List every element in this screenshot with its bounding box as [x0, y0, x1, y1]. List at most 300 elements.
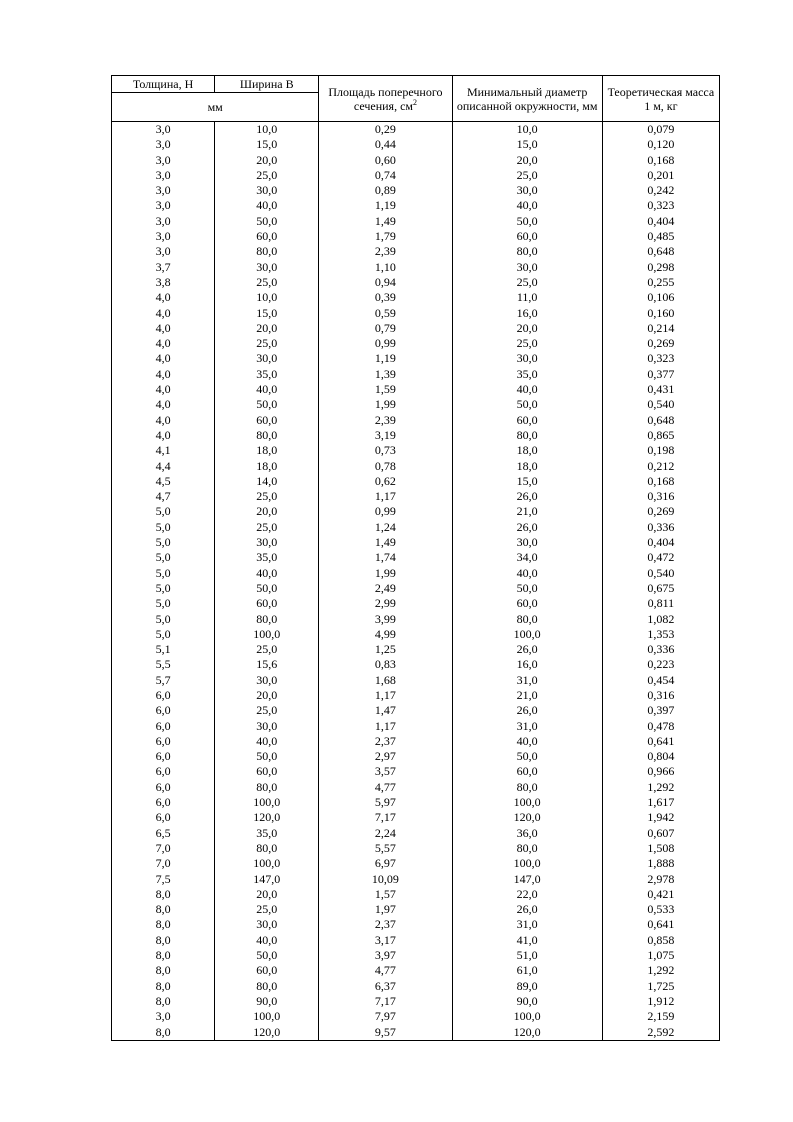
cell-thickness: 3,0 [112, 153, 215, 168]
table-row [112, 948, 720, 963]
table-row [112, 979, 720, 994]
cell-width: 35,0 [215, 367, 319, 382]
cell-thickness: 3,0 [112, 122, 215, 138]
cell-diameter: 40,0 [452, 734, 602, 749]
cell-diameter: 25,0 [452, 168, 602, 183]
cell-diameter: 40,0 [452, 566, 602, 581]
table-row [112, 535, 720, 550]
table-row [112, 443, 720, 458]
cell-diameter: 20,0 [452, 321, 602, 336]
cell-width: 50,0 [215, 214, 319, 229]
cell-area: 9,57 [319, 1025, 452, 1041]
header-unit-mm: мм [112, 93, 319, 122]
cell-mass: 0,641 [602, 917, 719, 932]
cell-thickness: 3,0 [112, 1009, 215, 1024]
cell-mass: 0,397 [602, 703, 719, 718]
cell-diameter: 31,0 [452, 719, 602, 734]
cell-mass: 0,316 [602, 489, 719, 504]
cell-width: 20,0 [215, 887, 319, 902]
table-row [112, 321, 720, 336]
cell-mass: 1,617 [602, 795, 719, 810]
cell-area: 7,17 [319, 994, 452, 1009]
cell-width: 60,0 [215, 596, 319, 611]
cell-diameter: 30,0 [452, 535, 602, 550]
table-row [112, 994, 720, 1009]
cell-width: 80,0 [215, 979, 319, 994]
cell-thickness: 4,4 [112, 459, 215, 474]
cell-diameter: 50,0 [452, 214, 602, 229]
cell-area: 0,83 [319, 657, 452, 672]
table-row [112, 627, 720, 642]
cell-diameter: 15,0 [452, 137, 602, 152]
cell-width: 40,0 [215, 382, 319, 397]
cell-diameter: 25,0 [452, 275, 602, 290]
cell-thickness: 4,0 [112, 351, 215, 366]
cell-mass: 0,641 [602, 734, 719, 749]
header-area-text: Площадь поперечного сечения, см [328, 84, 443, 113]
cell-diameter: 60,0 [452, 596, 602, 611]
cell-diameter: 50,0 [452, 749, 602, 764]
cell-thickness: 4,0 [112, 321, 215, 336]
table-row [112, 657, 720, 672]
cell-area: 5,97 [319, 795, 452, 810]
cell-area: 2,37 [319, 917, 452, 932]
cell-mass: 0,454 [602, 673, 719, 688]
cell-width: 60,0 [215, 413, 319, 428]
cell-thickness: 6,0 [112, 719, 215, 734]
cell-diameter: 30,0 [452, 351, 602, 366]
cell-mass: 0,377 [602, 367, 719, 382]
cell-width: 15,6 [215, 657, 319, 672]
cell-area: 2,37 [319, 734, 452, 749]
cell-width: 25,0 [215, 489, 319, 504]
cell-mass: 1,292 [602, 780, 719, 795]
cell-diameter: 60,0 [452, 764, 602, 779]
cell-thickness: 4,0 [112, 367, 215, 382]
cell-mass: 2,592 [602, 1025, 719, 1041]
table-row [112, 841, 720, 856]
cell-width: 25,0 [215, 642, 319, 657]
table-row [112, 214, 720, 229]
table-row [112, 306, 720, 321]
cell-width: 25,0 [215, 168, 319, 183]
cell-diameter: 40,0 [452, 198, 602, 213]
cell-width: 18,0 [215, 443, 319, 458]
cell-thickness: 3,0 [112, 168, 215, 183]
cell-width: 50,0 [215, 581, 319, 596]
cell-diameter: 21,0 [452, 688, 602, 703]
cell-area: 0,89 [319, 183, 452, 198]
cell-diameter: 80,0 [452, 244, 602, 259]
table-row [112, 887, 720, 902]
cell-mass: 0,540 [602, 397, 719, 412]
cell-thickness: 4,1 [112, 443, 215, 458]
cell-mass: 0,316 [602, 688, 719, 703]
cell-thickness: 5,0 [112, 581, 215, 596]
cell-area: 1,57 [319, 887, 452, 902]
cell-area: 3,57 [319, 764, 452, 779]
cell-width: 20,0 [215, 504, 319, 519]
cell-diameter: 16,0 [452, 657, 602, 672]
table-row [112, 764, 720, 779]
cell-thickness: 4,0 [112, 382, 215, 397]
header-thickness: Толщина, Н [112, 76, 215, 93]
cell-thickness: 3,0 [112, 198, 215, 213]
table-row [112, 244, 720, 259]
table-row [112, 459, 720, 474]
cell-area: 0,94 [319, 275, 452, 290]
cell-thickness: 6,0 [112, 734, 215, 749]
cell-thickness: 6,0 [112, 764, 215, 779]
cell-mass: 0,120 [602, 137, 719, 152]
table-row [112, 351, 720, 366]
cell-area: 7,97 [319, 1009, 452, 1024]
cell-thickness: 5,0 [112, 612, 215, 627]
cell-diameter: 16,0 [452, 306, 602, 321]
cell-area: 2,99 [319, 596, 452, 611]
cell-thickness: 6,0 [112, 688, 215, 703]
table-row [112, 198, 720, 213]
cell-mass: 0,269 [602, 504, 719, 519]
cell-mass: 0,804 [602, 749, 719, 764]
cell-width: 20,0 [215, 688, 319, 703]
cell-width: 15,0 [215, 137, 319, 152]
table-row [112, 734, 720, 749]
cell-mass: 0,336 [602, 520, 719, 535]
cell-diameter: 18,0 [452, 459, 602, 474]
cell-thickness: 4,0 [112, 336, 215, 351]
cell-thickness: 8,0 [112, 963, 215, 978]
cell-area: 1,17 [319, 719, 452, 734]
cell-area: 0,99 [319, 504, 452, 519]
cell-width: 20,0 [215, 321, 319, 336]
cell-area: 1,47 [319, 703, 452, 718]
cell-mass: 0,242 [602, 183, 719, 198]
cell-thickness: 4,5 [112, 474, 215, 489]
cell-width: 100,0 [215, 856, 319, 871]
cell-width: 30,0 [215, 260, 319, 275]
header-area-superscript: 2 [413, 97, 417, 107]
cell-mass: 0,472 [602, 550, 719, 565]
cell-area: 1,68 [319, 673, 452, 688]
cell-area: 6,97 [319, 856, 452, 871]
table-row [112, 520, 720, 535]
cell-area: 0,78 [319, 459, 452, 474]
cell-thickness: 5,0 [112, 550, 215, 565]
table-row [112, 719, 720, 734]
cell-diameter: 26,0 [452, 520, 602, 535]
cell-mass: 0,212 [602, 459, 719, 474]
cell-thickness: 4,0 [112, 306, 215, 321]
cell-mass: 0,675 [602, 581, 719, 596]
table-row [112, 688, 720, 703]
cell-diameter: 30,0 [452, 260, 602, 275]
cell-width: 80,0 [215, 841, 319, 856]
cell-thickness: 3,0 [112, 214, 215, 229]
cell-mass: 0,223 [602, 657, 719, 672]
cell-mass: 0,533 [602, 902, 719, 917]
cell-mass: 0,858 [602, 933, 719, 948]
cell-area: 7,17 [319, 810, 452, 825]
cell-mass: 0,607 [602, 826, 719, 841]
cell-thickness: 8,0 [112, 1025, 215, 1041]
table-row [112, 612, 720, 627]
table-row [112, 1025, 720, 1041]
table-row [112, 397, 720, 412]
cell-diameter: 26,0 [452, 642, 602, 657]
cell-diameter: 41,0 [452, 933, 602, 948]
table-row [112, 290, 720, 305]
cell-diameter: 22,0 [452, 887, 602, 902]
cell-diameter: 11,0 [452, 290, 602, 305]
table-row [112, 260, 720, 275]
cell-thickness: 7,0 [112, 841, 215, 856]
cell-mass: 0,079 [602, 122, 719, 138]
cell-thickness: 8,0 [112, 979, 215, 994]
cell-mass: 0,421 [602, 887, 719, 902]
cell-thickness: 4,0 [112, 428, 215, 443]
cell-width: 18,0 [215, 459, 319, 474]
cell-area: 6,37 [319, 979, 452, 994]
cell-thickness: 5,0 [112, 566, 215, 581]
cell-thickness: 3,0 [112, 229, 215, 244]
cell-area: 1,49 [319, 214, 452, 229]
table-row [112, 168, 720, 183]
cell-area: 0,59 [319, 306, 452, 321]
cell-diameter: 120,0 [452, 1025, 602, 1041]
cell-thickness: 6,5 [112, 826, 215, 841]
cell-width: 50,0 [215, 749, 319, 764]
cell-area: 1,17 [319, 688, 452, 703]
cell-thickness: 8,0 [112, 917, 215, 932]
cell-area: 1,99 [319, 566, 452, 581]
cell-thickness: 3,0 [112, 183, 215, 198]
cell-width: 14,0 [215, 474, 319, 489]
cell-area: 1,97 [319, 902, 452, 917]
cell-thickness: 5,1 [112, 642, 215, 657]
cell-width: 25,0 [215, 703, 319, 718]
cell-diameter: 30,0 [452, 183, 602, 198]
table-row [112, 336, 720, 351]
cell-mass: 0,540 [602, 566, 719, 581]
cell-mass: 0,201 [602, 168, 719, 183]
header-area [319, 76, 452, 122]
cell-width: 50,0 [215, 948, 319, 963]
cell-diameter: 100,0 [452, 795, 602, 810]
table-row [112, 413, 720, 428]
cell-area: 3,17 [319, 933, 452, 948]
cell-mass: 0,106 [602, 290, 719, 305]
cell-area: 3,19 [319, 428, 452, 443]
cell-thickness: 6,0 [112, 795, 215, 810]
header-mass: Теоретическая масса 1 м, кг [602, 76, 719, 122]
cell-area: 1,10 [319, 260, 452, 275]
cell-diameter: 40,0 [452, 382, 602, 397]
cell-area: 2,39 [319, 244, 452, 259]
cell-thickness: 7,0 [112, 856, 215, 871]
cell-width: 35,0 [215, 826, 319, 841]
cell-area: 0,73 [319, 443, 452, 458]
cell-area: 4,99 [319, 627, 452, 642]
cell-area: 2,24 [319, 826, 452, 841]
cell-mass: 0,214 [602, 321, 719, 336]
cell-area: 1,19 [319, 351, 452, 366]
cell-area: 1,25 [319, 642, 452, 657]
cell-area: 4,77 [319, 963, 452, 978]
cell-area: 0,99 [319, 336, 452, 351]
table-row [112, 642, 720, 657]
cell-mass: 0,966 [602, 764, 719, 779]
cell-mass: 0,168 [602, 153, 719, 168]
cell-mass: 1,725 [602, 979, 719, 994]
table-row [112, 872, 720, 887]
cell-width: 80,0 [215, 428, 319, 443]
cell-mass: 2,978 [602, 872, 719, 887]
cell-width: 10,0 [215, 122, 319, 138]
cell-thickness: 3,0 [112, 244, 215, 259]
cell-width: 90,0 [215, 994, 319, 1009]
table-row [112, 382, 720, 397]
cell-diameter: 26,0 [452, 703, 602, 718]
table-row [112, 673, 720, 688]
cell-width: 50,0 [215, 397, 319, 412]
cell-area: 0,79 [319, 321, 452, 336]
cell-diameter: 15,0 [452, 474, 602, 489]
cell-area: 0,74 [319, 168, 452, 183]
cell-diameter: 100,0 [452, 856, 602, 871]
table-row [112, 183, 720, 198]
cell-width: 30,0 [215, 183, 319, 198]
cell-mass: 1,353 [602, 627, 719, 642]
cell-thickness: 3,0 [112, 137, 215, 152]
cell-width: 100,0 [215, 627, 319, 642]
cell-thickness: 4,0 [112, 413, 215, 428]
cell-diameter: 120,0 [452, 810, 602, 825]
cell-width: 15,0 [215, 306, 319, 321]
cell-diameter: 80,0 [452, 780, 602, 795]
cell-diameter: 25,0 [452, 336, 602, 351]
cell-diameter: 51,0 [452, 948, 602, 963]
cell-area: 1,59 [319, 382, 452, 397]
cell-thickness: 5,7 [112, 673, 215, 688]
cell-diameter: 36,0 [452, 826, 602, 841]
cell-mass: 0,648 [602, 413, 719, 428]
cell-area: 1,19 [319, 198, 452, 213]
cell-mass: 0,323 [602, 198, 719, 213]
cell-area: 5,57 [319, 841, 452, 856]
cell-area: 1,17 [319, 489, 452, 504]
table-row [112, 122, 720, 138]
cell-thickness: 4,0 [112, 397, 215, 412]
cell-thickness: 8,0 [112, 887, 215, 902]
cell-area: 0,29 [319, 122, 452, 138]
table-header [112, 76, 720, 122]
cell-area: 0,44 [319, 137, 452, 152]
cell-mass: 0,298 [602, 260, 719, 275]
cell-thickness: 8,0 [112, 994, 215, 1009]
cell-area: 3,99 [319, 612, 452, 627]
table-row [112, 581, 720, 596]
cell-diameter: 100,0 [452, 1009, 602, 1024]
table-row [112, 137, 720, 152]
cell-mass: 1,888 [602, 856, 719, 871]
cell-mass: 0,168 [602, 474, 719, 489]
cell-mass: 0,865 [602, 428, 719, 443]
header-diameter: Минимальный диаметр описанной окружности, мм [452, 76, 602, 122]
cell-diameter: 90,0 [452, 994, 602, 1009]
cell-area: 0,39 [319, 290, 452, 305]
cell-width: 30,0 [215, 673, 319, 688]
cell-diameter: 10,0 [452, 122, 602, 138]
cell-diameter: 80,0 [452, 841, 602, 856]
cell-width: 40,0 [215, 198, 319, 213]
header-width: Ширина В [215, 76, 319, 93]
cell-diameter: 61,0 [452, 963, 602, 978]
cell-mass: 0,478 [602, 719, 719, 734]
cell-thickness: 6,0 [112, 703, 215, 718]
cell-area: 1,74 [319, 550, 452, 565]
cell-diameter: 26,0 [452, 902, 602, 917]
cell-thickness: 5,5 [112, 657, 215, 672]
cell-diameter: 35,0 [452, 367, 602, 382]
cell-thickness: 4,7 [112, 489, 215, 504]
cell-area: 1,24 [319, 520, 452, 535]
cell-width: 120,0 [215, 1025, 319, 1041]
cell-mass: 0,404 [602, 535, 719, 550]
cell-thickness: 5,0 [112, 627, 215, 642]
cell-thickness: 8,0 [112, 902, 215, 917]
cell-diameter: 34,0 [452, 550, 602, 565]
cell-diameter: 60,0 [452, 229, 602, 244]
table-row [112, 780, 720, 795]
table-row [112, 933, 720, 948]
cell-thickness: 7,5 [112, 872, 215, 887]
cell-mass: 0,323 [602, 351, 719, 366]
cell-diameter: 89,0 [452, 979, 602, 994]
cell-thickness: 3,8 [112, 275, 215, 290]
table-row [112, 856, 720, 871]
cell-width: 25,0 [215, 336, 319, 351]
table-row [112, 474, 720, 489]
cell-width: 25,0 [215, 275, 319, 290]
cell-diameter: 18,0 [452, 443, 602, 458]
cell-mass: 1,292 [602, 963, 719, 978]
cell-thickness: 6,0 [112, 749, 215, 764]
cell-width: 60,0 [215, 229, 319, 244]
cell-width: 40,0 [215, 566, 319, 581]
cell-thickness: 5,0 [112, 520, 215, 535]
cell-width: 120,0 [215, 810, 319, 825]
cell-mass: 2,159 [602, 1009, 719, 1024]
table-row [112, 566, 720, 581]
table-row [112, 428, 720, 443]
cell-area: 1,39 [319, 367, 452, 382]
cell-thickness: 5,0 [112, 596, 215, 611]
cell-area: 10,09 [319, 872, 452, 887]
cell-diameter: 80,0 [452, 428, 602, 443]
table-row [112, 795, 720, 810]
table-row [112, 963, 720, 978]
cell-thickness: 6,0 [112, 780, 215, 795]
cell-mass: 1,508 [602, 841, 719, 856]
table-row [112, 596, 720, 611]
table-row [112, 810, 720, 825]
cell-mass: 0,198 [602, 443, 719, 458]
cell-area: 3,97 [319, 948, 452, 963]
table-row [112, 229, 720, 244]
cell-area: 2,49 [319, 581, 452, 596]
cell-thickness: 4,0 [112, 290, 215, 305]
